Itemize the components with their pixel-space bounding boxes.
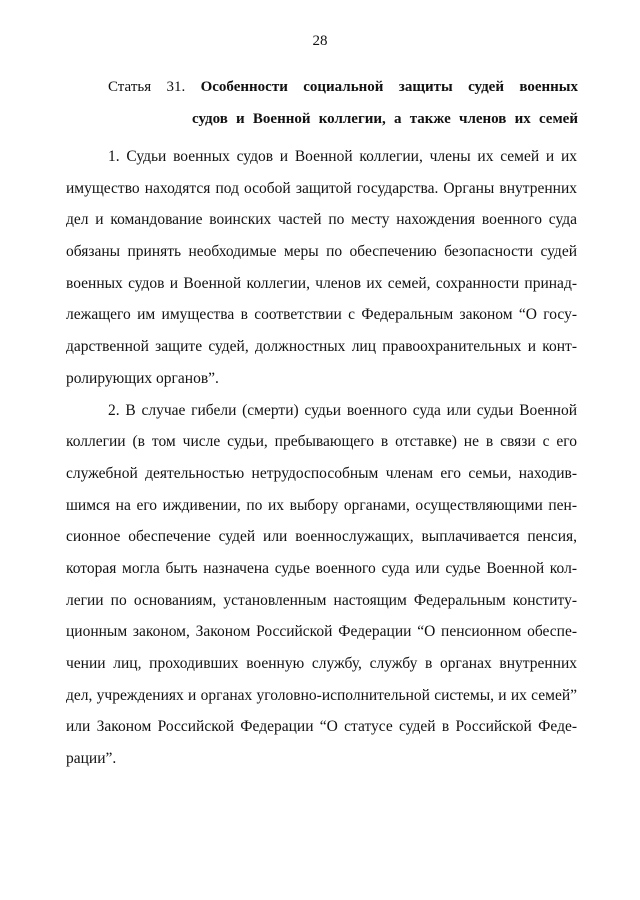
paragraph-line: или Законом Российской Федерации “О статусе судей в Российской Феде-: [66, 718, 577, 736]
article-label: Статья 31.: [108, 79, 186, 95]
page-number: 28: [312, 33, 328, 49]
paragraph-line: ролирующих органов”.: [66, 369, 219, 387]
paragraph-line: дел и командование воинских частей по месту нахождения военного суда: [66, 211, 577, 229]
article-heading-line-1: [108, 72, 578, 104]
article-title-line-2: судов и Военной коллегии, а также членов их семей: [192, 110, 578, 127]
paragraph-1: [66, 141, 577, 395]
paragraph-line: ционным законом, Законом Российской Федерации “О пенсионном обеспе-: [66, 623, 577, 641]
paragraph-line: рации”.: [66, 750, 117, 768]
paragraph-line: 2. В случае гибели (смерти) судьи военного суда или судьи Военной: [108, 401, 577, 419]
article-heading-line-2: [108, 104, 578, 136]
paragraph-line: чении лиц, проходивших военную службу, службу в органах внутренних: [66, 655, 577, 672]
paragraph-line: лежащего им имущества в соответствии с Федеральным законом “О госу-: [66, 306, 577, 324]
paragraph-line: шимся на его иждивении, по их выбору органами, осуществляющими пен-: [66, 496, 577, 514]
article-title-line-1: Особенности социальной защиты судей военных: [200, 79, 578, 95]
paragraph-line: имущество находятся под особой защитой государства. Органы внутренних: [66, 179, 577, 197]
paragraph-line: дарственной защите судей, должностных лиц правоохранительных и конт-: [66, 338, 577, 356]
paragraph-line: обязаны принять необходимые меры по обеспечению безопасности судей: [66, 243, 577, 261]
paragraph-line: сионное обеспечение судей или военнослужащих, выплачивается пенсия,: [66, 528, 577, 546]
paragraph-line: военных судов и Военной коллегии, членов их семей, сохранности принад-: [66, 274, 577, 292]
paragraph-2: [66, 395, 577, 775]
paragraph-line: коллегии (в том числе судьи, пребывающего в отставке) не в связи с его: [66, 433, 577, 451]
paragraph-line: легии по основаниям, установленным настоящим Федеральным конститу-: [66, 591, 577, 609]
paragraph-line: служебной деятельностью нетрудоспособным членам его семьи, находив-: [66, 464, 577, 482]
paragraph-line: которая могла быть назначена судье военного суда или судье Военной кол-: [66, 559, 577, 577]
paragraph-line: 1. Судьи военных судов и Военной коллегии, члены их семей и их: [108, 148, 577, 165]
article-body: [66, 141, 577, 775]
paragraph-line: дел, учреждениях и органах уголовно-исполнительной системы, и их семей”: [66, 686, 577, 704]
article-heading: [108, 72, 578, 135]
